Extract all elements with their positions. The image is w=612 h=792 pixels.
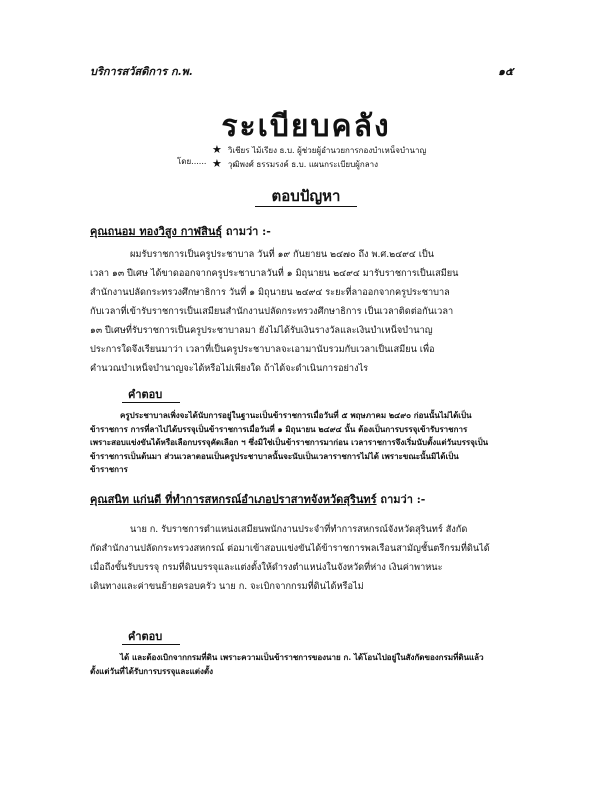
question-1-asker: คุณถนอม ทองวิสูง กาฬสินธุ์ — [90, 225, 223, 238]
text-line: เดินทางและค่าขนย้ายครอบครัว นาย ก. จะเบิกจากกรมที่ดินได้หรือไม่ — [90, 581, 364, 592]
text-line: คำนวณบำเหน็จบำนาญจะได้หรือไม่เพียงใด ถ้าได้จะดำเนินการอย่างไร — [90, 363, 369, 374]
answer-1-label: คำตอบ — [128, 388, 163, 401]
question-1-asks: ถามว่า :- — [222, 225, 271, 238]
text-line: นาย ก. รับราชการตำแหน่งเสมียนพนักงานประจำที่ทำการสหกรณ์จังหวัดสุรินทร์ สังกัด — [130, 524, 468, 535]
running-header: บริการสวัสดิการ ก.พ. — [90, 65, 193, 78]
text-line: ข้าราชการ การที่ลาไปได้บรรจุเป็นข้าราชการเมื่อวันที่ ๑ มิถุนายน ๒๔๙๔ นั้น ต้องเป็นการบรรจุเข้ารับราชการ — [90, 423, 468, 434]
answer-2-label: คำตอบ — [128, 630, 163, 643]
author-line: ★ วุฒิพงศ์ ธรรมรงค์ ธ.บ. แผนกระเบียบผู้กลาง — [212, 157, 378, 170]
text-line: ประการใดจึงเรียนมาว่า เวลาที่เป็นครูประชาบาลจะเอามานับรวมกับเวลาเป็นเสมียน เพื่อ — [90, 344, 435, 355]
text-line: ตั้งแต่วันที่ได้รับการบรรจุและแต่งตั้ง — [90, 665, 213, 676]
question-1-body — [90, 245, 522, 378]
text-line: เมื่อถึงขั้นรับบรรจุ กรมที่ดินบรรจุและแต่งตั้งให้ดำรงตำแหน่งในจังหวัดที่ห่าง เงินค่าพาหนะ — [90, 562, 443, 573]
text-line: สำนักงานปลัดกระทรวงศึกษาธิการ วันที่ ๑ มิถุนายน ๒๔๙๔ ระยะที่ลาออกจากครูประชาบาล — [90, 287, 450, 298]
byline-label: โดย...... — [177, 157, 207, 166]
text-line: ได้ และต้องเบิกจากกรมที่ดิน เพราะความเป็นข้าราชการของนาย ก. ได้โอนไปอยู่ในสังกัดของกรมที่ดินแล้ว — [120, 652, 484, 662]
author-block — [212, 143, 426, 171]
text-line: ครูประชาบาลเพิ่งจะได้นับการอยู่ในฐานะเป็นข้าราชการเมื่อวันที่ ๕ พฤษภาคม ๒๔๙๐ ก่อนนั้นไม่ได้เป็น — [120, 410, 472, 420]
text-line: ผมรับราชการเป็นครูประชาบาล วันที่ ๑๙ กันยายน ๒๔๗๐ ถึง พ.ศ.๒๔๙๔ เป็น — [130, 249, 435, 260]
answer-1-underline — [122, 402, 180, 403]
question-2-body — [90, 520, 522, 596]
star-icon: ★ — [212, 157, 222, 170]
question-2-asks: ถามว่า :- — [376, 493, 426, 506]
question-2-asker: คุณสนิท แก่นดี ที่ทำการสหกรณ์อำเภอปราสาทจังหวัดสุรินทร์ — [90, 493, 377, 506]
text-line: ข้าราชการเป็นต้นมา ส่วนเวลาตอนเป็นครูประชาบาลนั้นจะนับเป็นเวลาราชการไม่ได้ เพราะขณะนั้นมิได้เป็น — [90, 450, 459, 461]
text-line: กัดสำนักงานปลัดกระทรวงสหกรณ์ ต่อมาเข้าสอบแข่งขันได้ข้าราชการพลเรือนสามัญชั้นตรีกรมที่ดินได้ — [90, 543, 490, 554]
text-line: ๑๓ ปีเศษที่รับราชการเป็นครูประชาบาลมา ยังไม่ได้รับเงินรางวัลและเงินบำเหน็จบำนาญ — [90, 325, 433, 336]
text-line: เพราะสอบแข่งขันได้หรือเลือกบรรจุคัดเลือก ฯ ซึ่งมิใช่เป็นข้าราชการมาก่อน เวลาราชการจึงเริ่มนับตั้งแต่วันบรรจุเป็น — [90, 437, 489, 447]
text-line: ข้าราชการ — [90, 464, 128, 474]
question-1-heading — [90, 222, 271, 240]
page-number: ๑๕ — [498, 65, 514, 78]
section-heading: ตอบปัญหา — [271, 187, 341, 205]
text-line: กับเวลาที่เข้ารับราชการเป็นเสมียนสำนักงานปลัดกระทรวงศึกษาธิการ เป็นเวลาติดต่อกันเวลา — [90, 306, 454, 317]
star-icon: ★ — [212, 143, 222, 156]
question-2-heading — [90, 490, 425, 508]
answer-2-underline — [122, 644, 180, 645]
author-line: ★ วิเชียร ไม้เรียง ธ.บ. ผู้ช่วยผู้อำนวยการกองบำเหน็จบำนาญ — [212, 143, 427, 156]
text-line: เวลา ๑๓ ปีเศษ ได้ขาดออกจากครูประชาบาลวันที่ ๑ มิถุนายน ๒๔๙๔ มารับราชการเป็นเสมียน — [90, 268, 459, 279]
section-underline — [255, 206, 357, 207]
answer-1-body — [90, 409, 522, 477]
answer-2-body — [90, 651, 522, 678]
page-title: ระเบียบคลัง — [221, 109, 391, 144]
